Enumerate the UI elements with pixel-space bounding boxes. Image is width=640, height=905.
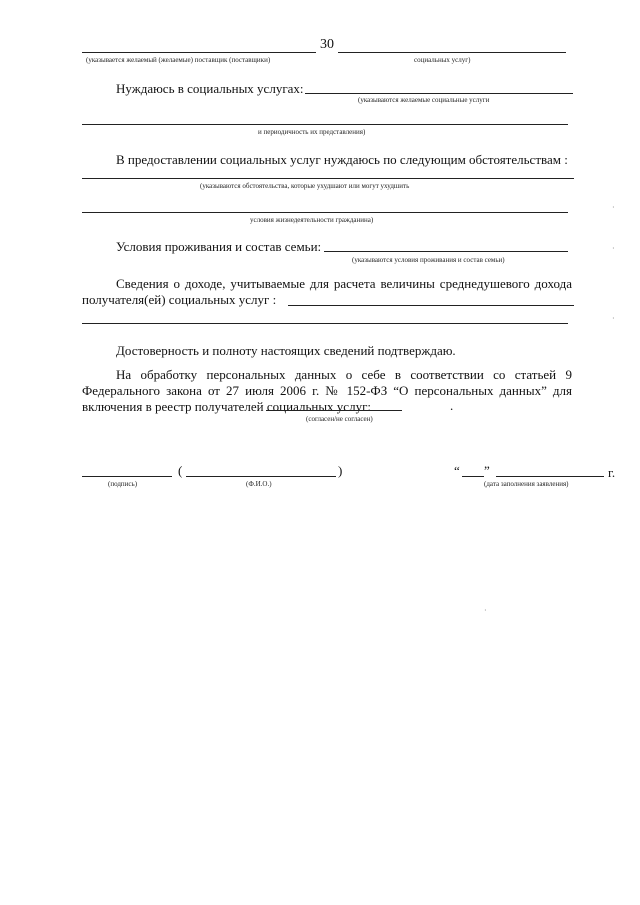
income-line[interactable] [288,305,574,306]
scan-speck: · [612,244,615,253]
fio-close-paren: ) [338,463,343,478]
fio-open-paren: ( [178,463,183,478]
date-hint: (дата заполнения заявления) [484,480,569,488]
scan-speck: · [612,314,615,323]
date-quote-open: “ [454,463,460,478]
date-quote-close: ” [484,463,490,478]
signature-line[interactable] [82,476,172,477]
circumstances-line-2[interactable] [82,212,568,213]
date-day-line[interactable] [462,476,484,477]
scan-speck: · [484,606,487,615]
need-services-hint-2: и периодичность их представления) [258,128,366,136]
circumstances-hint: (указываются обстоятельства, которые ухудшают или могут ухудшить [200,182,410,190]
income-text: Сведения о доходе, учитываемые для расчета величины среднедушевого дохода получателя(ей) социальных услуг : [82,276,572,307]
consent-period: . [450,398,454,413]
need-services-label: Нуждаюсь в социальных услугах: [116,81,304,96]
provider-line-right[interactable] [338,52,566,53]
consent-text: На обработку персональных данных о себе в соответствии со статьей 9 Федерального закона от 27 июля 2006 г. № 152-ФЗ “О персональных данных” для включения в реестр получателей социальных услуг: [82,367,572,414]
provider-hint-right: социальных услуг) [414,56,471,64]
fio-hint: (Ф.И.О.) [246,480,272,488]
need-services-line-2[interactable] [82,124,568,125]
provider-line-left[interactable] [82,52,316,53]
confirm-text: Достоверность и полноту настоящих сведений подтверждаю. [116,343,456,358]
fio-line[interactable] [186,476,336,477]
circumstances-hint-2: условия жизнедеятельности гражданина) [250,216,374,224]
income-line-2[interactable] [82,323,568,324]
page-number: 30 [320,37,334,52]
need-services-hint: (указываются желаемые социальные услуги [358,96,490,104]
living-label: Условия проживания и состав семьи: [116,239,322,254]
living-hint: (указываются условия проживания и состав семьи) [352,256,505,264]
consent-line[interactable] [266,410,402,411]
need-services-line[interactable] [305,93,573,94]
scan-speck: · [612,203,615,212]
date-suffix: г. [608,465,616,480]
signature-hint: (подпись) [108,480,138,488]
provider-hint-left: (указывается желаемый (желаемые) поставщик (поставщики) [86,56,271,64]
date-month-line[interactable] [496,476,604,477]
consent-hint: (согласен/не согласен) [306,415,373,423]
living-line[interactable] [324,251,568,252]
circumstances-line[interactable] [82,178,574,179]
circumstances-label: В предоставлении социальных услуг нуждаюсь по следующим обстоятельствам : [116,152,568,167]
